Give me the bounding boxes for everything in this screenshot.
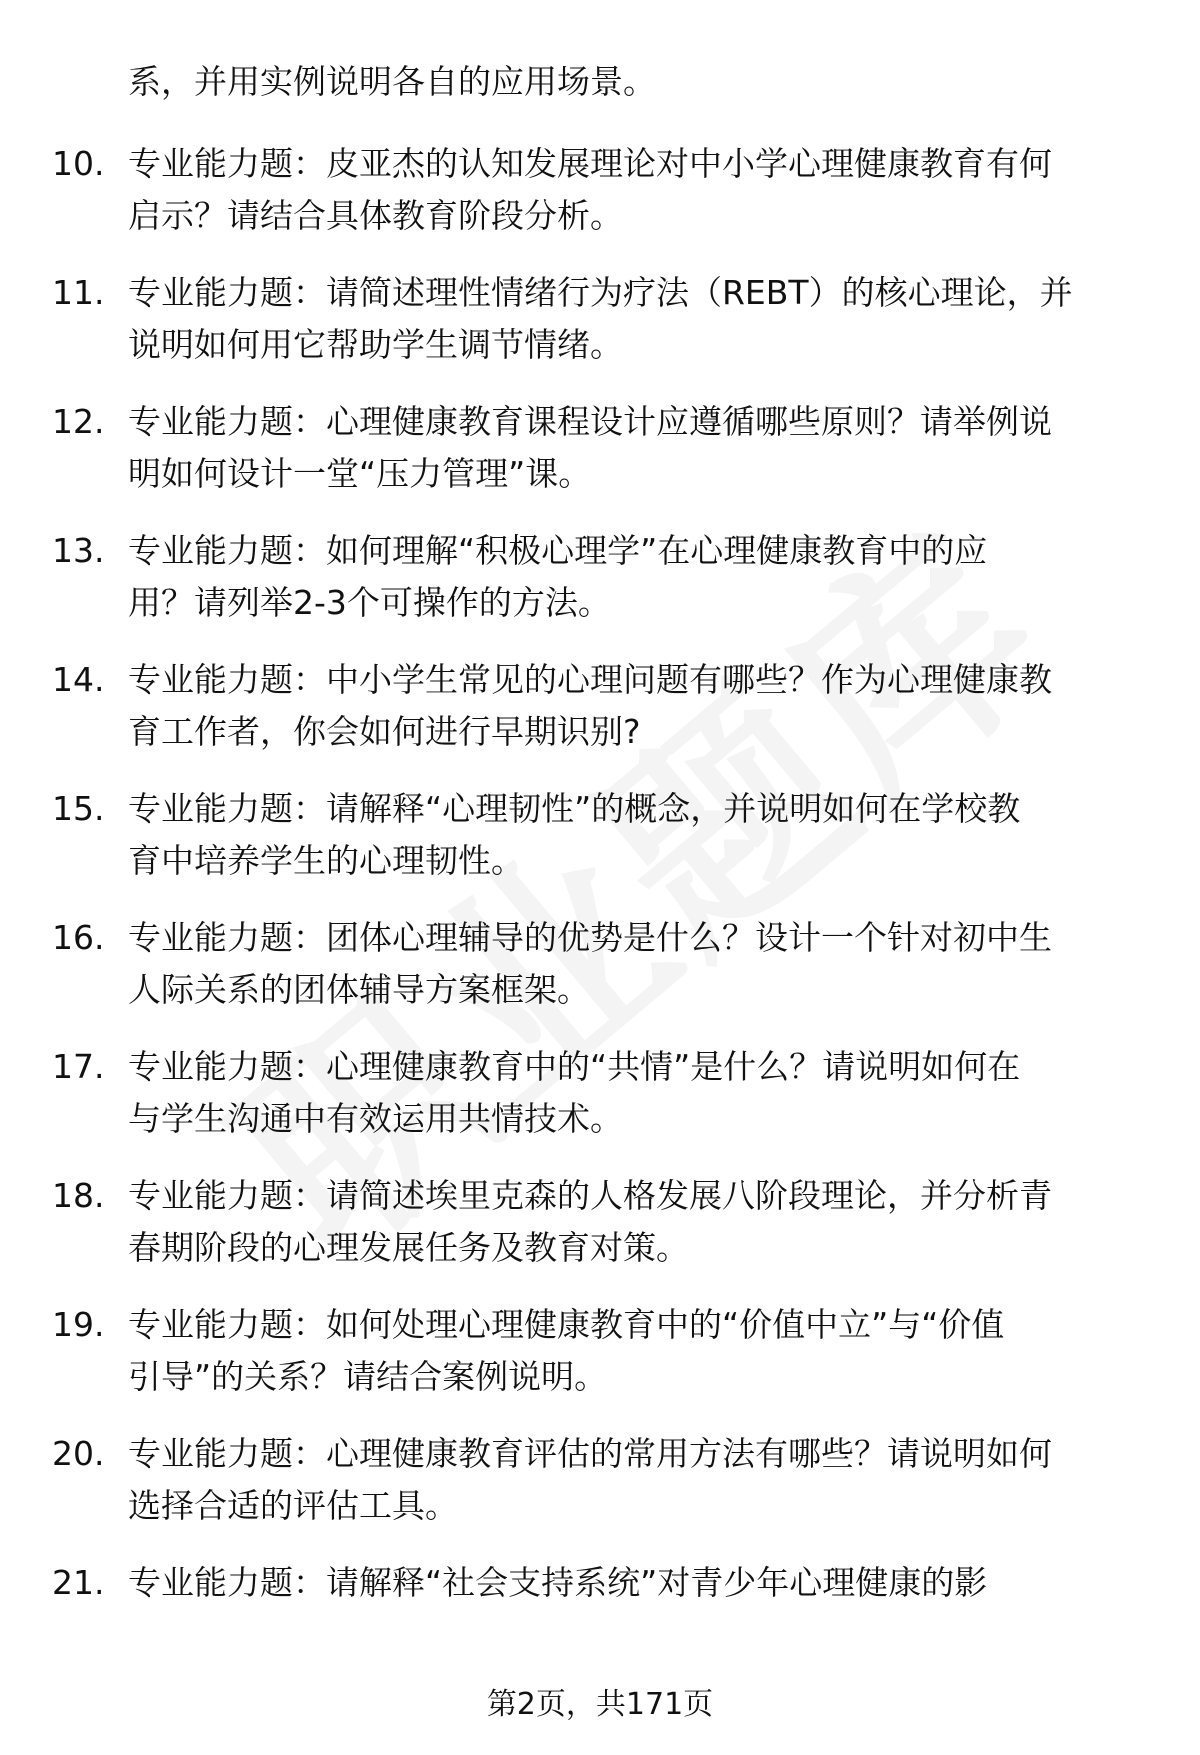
question-item — [0, 267, 1200, 367]
question-text-line: 专业能力题：请简述理性情绪行为疗法（REBT）的核心理论，并 — [128, 273, 1073, 312]
page-footer: 第2页，共171页 — [486, 1687, 714, 1722]
question-number: 13. — [52, 531, 105, 570]
question-list — [0, 138, 1200, 1686]
question-item — [0, 1170, 1200, 1270]
question-text-line: 专业能力题：心理健康教育评估的常用方法有哪些？请说明如何 — [128, 1434, 1052, 1473]
question-item — [0, 396, 1200, 496]
question-text-line: 与学生沟通中有效运用共情技术。 — [128, 1099, 623, 1138]
question-item — [0, 525, 1200, 625]
question-item — [0, 783, 1200, 883]
question-text-line: 人际关系的团体辅导方案框架。 — [128, 970, 590, 1009]
question-item — [0, 138, 1200, 238]
question-text-line: 专业能力题：团体心理辅导的优势是什么？设计一个针对初中生 — [128, 918, 1052, 957]
question-text-line: 专业能力题：中小学生常见的心理问题有哪些？作为心理健康教 — [128, 660, 1052, 699]
question-text-line: 春期阶段的心理发展任务及教育对策。 — [128, 1228, 689, 1267]
question-item — [0, 1428, 1200, 1528]
question-text-line: 专业能力题：心理健康教育中的“共情”是什么？请说明如何在 — [128, 1047, 1021, 1086]
question-text-line: 用？请列举2-3个可操作的方法。 — [128, 583, 611, 622]
question-number: 19. — [52, 1305, 105, 1344]
question-text-line: 专业能力题：请解释“社会支持系统”对青少年心理健康的影 — [128, 1563, 988, 1602]
question-text-line: 育中培养学生的心理韧性。 — [128, 841, 524, 880]
question-number: 20. — [52, 1434, 105, 1473]
question-item — [0, 912, 1200, 1012]
question-number: 17. — [52, 1047, 105, 1086]
question-number: 12. — [52, 402, 105, 441]
question-text-line: 明如何设计一堂“压力管理”课。 — [128, 454, 592, 493]
question-text-line: 专业能力题：请简述埃里克森的人格发展八阶段理论，并分析青 — [128, 1176, 1052, 1215]
question-number: 11. — [52, 273, 105, 312]
question-text-line: 启示？请结合具体教育阶段分析。 — [128, 196, 623, 235]
question-text-line: 专业能力题：请解释“心理韧性”的概念，并说明如何在学校教 — [128, 789, 1021, 828]
question-item — [0, 1041, 1200, 1141]
question-text-line: 说明如何用它帮助学生调节情绪。 — [128, 325, 623, 364]
question-item — [0, 1299, 1200, 1399]
question-item — [0, 654, 1200, 754]
question-item — [0, 1557, 1200, 1657]
question-number: 14. — [52, 660, 105, 699]
question-number: 16. — [52, 918, 105, 957]
question-text-line: 育工作者，你会如何进行早期识别? — [128, 712, 641, 751]
continued-line: 系，并用实例说明各自的应用场景。 — [128, 62, 656, 101]
question-text-line: 选择合适的评估工具。 — [128, 1486, 458, 1525]
question-number: 15. — [52, 789, 105, 828]
question-text-line: 专业能力题：如何处理心理健康教育中的“价值中立”与“价值 — [128, 1305, 1005, 1344]
question-text-line: 引导”的关系？请结合案例说明。 — [128, 1357, 608, 1396]
question-text-line: 专业能力题：皮亚杰的认知发展理论对中小学心理健康教育有何 — [128, 144, 1052, 183]
question-number: 21. — [52, 1563, 105, 1602]
question-text-line: 专业能力题：如何理解“积极心理学”在心理健康教育中的应 — [128, 531, 988, 570]
question-number: 18. — [52, 1176, 105, 1215]
question-text-line: 专业能力题：心理健康教育课程设计应遵循哪些原则？请举例说 — [128, 402, 1052, 441]
question-number: 10. — [52, 144, 105, 183]
